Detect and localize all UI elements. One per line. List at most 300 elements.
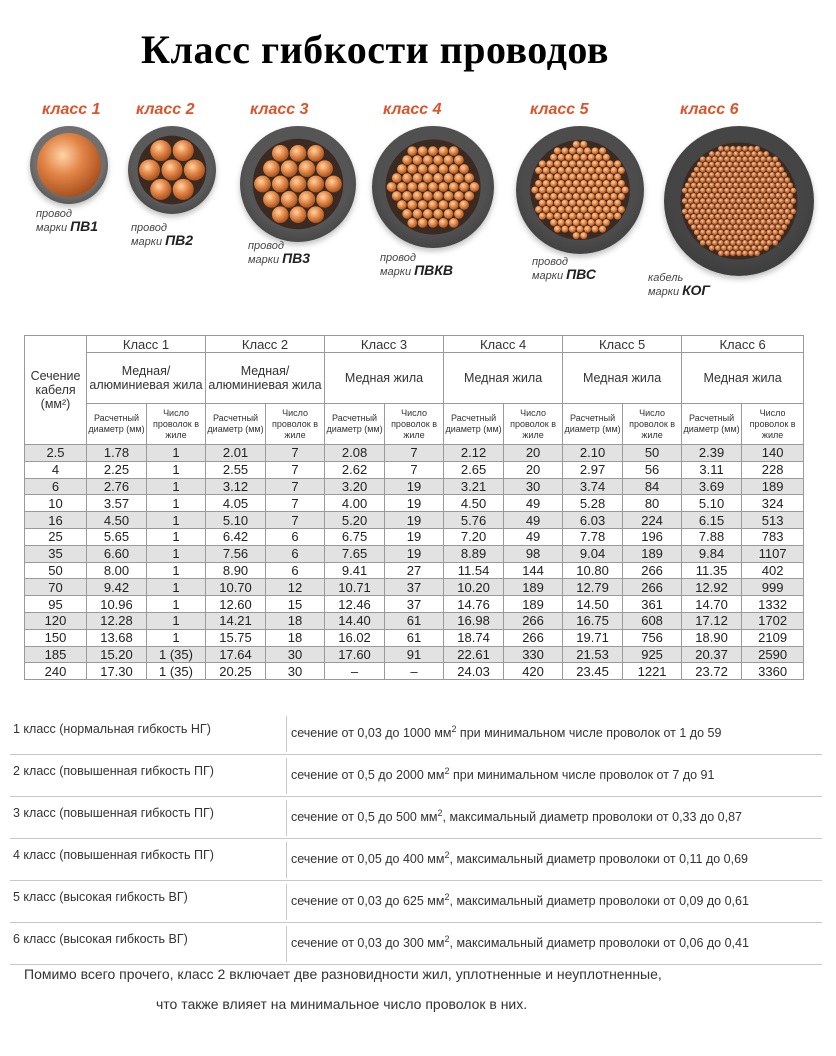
strand (603, 219, 610, 226)
value-cell: 5.28 (563, 495, 623, 512)
caption-line-1: провод (380, 252, 416, 264)
strand (709, 224, 715, 230)
strand (428, 218, 438, 228)
strand (763, 172, 769, 178)
strand (730, 146, 736, 152)
class-header: Класс 3 (325, 336, 444, 353)
strand (592, 147, 599, 154)
core-material-header: Медная жила (563, 353, 682, 404)
value-cell: 7.65 (325, 545, 385, 562)
strand (592, 226, 599, 233)
strand (745, 224, 751, 230)
strand (539, 173, 546, 180)
cross-section-cell: 150 (25, 629, 87, 646)
strand (727, 203, 733, 209)
strand (715, 224, 721, 230)
value-cell: 7 (266, 445, 325, 462)
value-cell: – (325, 663, 385, 680)
strand (709, 172, 715, 178)
strand (715, 172, 721, 178)
value-cell: 1221 (623, 663, 682, 680)
strand (573, 193, 580, 200)
value-cell: 19 (385, 528, 444, 545)
strand (263, 160, 280, 177)
caption-line-2: марки (532, 270, 564, 282)
strand (580, 180, 587, 187)
strand (607, 186, 614, 193)
strand (576, 226, 583, 233)
value-cell: 13.68 (87, 629, 147, 646)
cable-class-label: класс 3 (250, 101, 309, 118)
strand (622, 186, 629, 193)
strand (565, 206, 572, 213)
strand (569, 186, 576, 193)
strand (539, 186, 546, 193)
strand (397, 182, 407, 192)
strand (550, 219, 557, 226)
strand (592, 200, 599, 207)
strand (449, 218, 459, 228)
diameter-header: Расчетный диаметр (мм) (325, 404, 385, 445)
value-cell: 1 (147, 495, 206, 512)
value-cell: 6 (266, 562, 325, 579)
strand (730, 156, 736, 162)
table-row (25, 545, 804, 562)
value-cell: 14.40 (325, 612, 385, 629)
strand (565, 193, 572, 200)
cable-class-label: класс 1 (42, 101, 101, 118)
strand (733, 235, 739, 241)
wire-count-header: Число проволок в жиле (623, 404, 682, 445)
strand (573, 219, 580, 226)
strand (736, 146, 742, 152)
strand (775, 172, 781, 178)
strand (569, 200, 576, 207)
strand (772, 219, 778, 225)
strand (580, 232, 587, 239)
strand (760, 188, 766, 194)
column-divider (286, 926, 287, 962)
value-cell: 14.76 (444, 596, 504, 613)
strand (454, 155, 464, 165)
strand (724, 167, 730, 173)
strand (730, 230, 736, 236)
strand (691, 203, 697, 209)
flex-class-spec: сечение от 0,5 до 2000 $мм^2$ при минимальном числе проволок от 7 до 91 (291, 766, 715, 783)
value-cell: 783 (742, 528, 804, 545)
strand (718, 219, 724, 225)
strand (787, 193, 793, 199)
strand (569, 173, 576, 180)
strand (576, 173, 583, 180)
strand (742, 198, 748, 204)
strand (413, 155, 423, 165)
strand (685, 182, 691, 188)
diameter-header: Расчетный диаметр (мм) (206, 404, 266, 445)
value-cell: 1 (147, 545, 206, 562)
strand (272, 206, 289, 223)
strand (703, 193, 709, 199)
strand (727, 235, 733, 241)
description-row (10, 712, 822, 755)
strand (706, 177, 712, 183)
value-cell: 7.88 (682, 528, 742, 545)
strand (290, 145, 307, 162)
value-cell: 4.05 (206, 495, 266, 512)
strand (700, 198, 706, 204)
flex-class-name: 3 класс (повышенная гибкость ПГ) (13, 806, 214, 820)
value-cell: 14.70 (682, 596, 742, 613)
strand (733, 172, 739, 178)
value-cell: 4.00 (325, 495, 385, 512)
value-cell: 189 (504, 596, 563, 613)
value-cell: 8.90 (206, 562, 266, 579)
strand (444, 191, 454, 201)
strand (751, 193, 757, 199)
strand (584, 173, 591, 180)
strand (721, 193, 727, 199)
value-cell: 91 (385, 646, 444, 663)
core-material-header: Медная жила (325, 353, 444, 404)
strand (745, 182, 751, 188)
cable-mark: ПВС (566, 266, 597, 282)
strand (402, 191, 412, 201)
strand (569, 226, 576, 233)
strand (790, 198, 796, 204)
core-material-header: Медная жила (682, 353, 804, 404)
table-row (25, 495, 804, 512)
strand (576, 186, 583, 193)
strand (718, 146, 724, 152)
value-cell: 420 (504, 663, 563, 680)
strand (727, 245, 733, 251)
value-cell: 1 (147, 445, 206, 462)
strand (595, 167, 602, 174)
strand (565, 180, 572, 187)
value-cell: 18.74 (444, 629, 504, 646)
strand (769, 162, 775, 168)
strand (402, 155, 412, 165)
strand (718, 177, 724, 183)
diameter-header: Расчетный диаметр (мм) (87, 404, 147, 445)
strand (724, 188, 730, 194)
strand (721, 151, 727, 157)
core-material-header: Медная/ алюминиевая жила (87, 353, 206, 404)
strand (423, 155, 433, 165)
strand (307, 176, 324, 193)
strand (742, 209, 748, 215)
strand (580, 167, 587, 174)
strand (706, 240, 712, 246)
value-cell: 1107 (742, 545, 804, 562)
column-divider (286, 716, 287, 752)
strand (550, 180, 557, 187)
cross-section-cell: 4 (25, 461, 87, 478)
strand (397, 164, 407, 174)
value-cell: 402 (742, 562, 804, 579)
strand (531, 186, 538, 193)
strand (733, 224, 739, 230)
value-cell: 18.90 (682, 629, 742, 646)
strand (554, 186, 561, 193)
strand (691, 172, 697, 178)
strand (580, 193, 587, 200)
strand (454, 191, 464, 201)
cable-class-label: класс 6 (680, 101, 739, 118)
flex-class-spec: сечение от 0,03 до 625 $мм^2$, максимальный диаметр проволоки от 0,09 до 0,61 (291, 892, 749, 909)
strand (763, 193, 769, 199)
strand (733, 193, 739, 199)
cable-cross-section (664, 126, 814, 276)
strand (697, 182, 703, 188)
cable-mark: ПВКВ (414, 262, 453, 278)
strand (685, 214, 691, 220)
strand (682, 188, 688, 194)
strand (610, 180, 617, 187)
cable-specs-table (24, 335, 804, 680)
strand (316, 191, 333, 208)
strand (706, 198, 712, 204)
strand (584, 147, 591, 154)
strand (558, 193, 565, 200)
cross-section-cell: 95 (25, 596, 87, 613)
strand (561, 173, 568, 180)
strand (745, 245, 751, 251)
strand (772, 177, 778, 183)
strand (599, 160, 606, 167)
value-cell: 9.84 (682, 545, 742, 562)
value-cell: 18 (266, 612, 325, 629)
strand (607, 160, 614, 167)
description-row (10, 754, 822, 797)
value-cell: 2.55 (206, 461, 266, 478)
strand (772, 156, 778, 162)
value-cell: 189 (623, 545, 682, 562)
strand (588, 167, 595, 174)
value-cell: 608 (623, 612, 682, 629)
flex-class-name: 6 класс (высокая гибкость ВГ) (13, 932, 188, 946)
strand (778, 177, 784, 183)
strand (751, 235, 757, 241)
strand (721, 203, 727, 209)
flex-class-name: 2 класс (повышенная гибкость ПГ) (13, 764, 214, 778)
strand (763, 182, 769, 188)
value-cell: 19 (385, 478, 444, 495)
strand (721, 162, 727, 168)
strand (724, 198, 730, 204)
strand (603, 206, 610, 213)
strand (418, 146, 428, 156)
strand (700, 177, 706, 183)
strand (763, 235, 769, 241)
strand (760, 230, 766, 236)
strand (748, 146, 754, 152)
strand (307, 145, 324, 162)
strand (745, 203, 751, 209)
strand (769, 235, 775, 241)
strand (569, 147, 576, 154)
description-row (10, 796, 822, 839)
strand (700, 240, 706, 246)
strand (595, 180, 602, 187)
value-cell: 37 (385, 596, 444, 613)
strand (751, 245, 757, 251)
flex-class-name: 5 класс (высокая гибкость ВГ) (13, 890, 188, 904)
flex-class-spec: сечение от 0,03 до 1000 $мм^2$ при минимальном числе проволок от 1 до 59 (291, 724, 722, 741)
strand (561, 213, 568, 220)
value-cell: 3.12 (206, 478, 266, 495)
strand (438, 146, 448, 156)
strand (607, 173, 614, 180)
strand (769, 172, 775, 178)
strand (754, 240, 760, 246)
footer-line-1: Помимо всего прочего, класс 2 включает две разновидности жил, уплотненные и неуплотненные, (24, 966, 662, 982)
strand (709, 182, 715, 188)
strand (607, 200, 614, 207)
value-cell: 19 (385, 512, 444, 529)
strand (715, 162, 721, 168)
column-divider (286, 758, 287, 794)
strand (757, 224, 763, 230)
strand (733, 214, 739, 220)
wire-count-header: Число проволок в жиле (147, 404, 206, 445)
strand (688, 188, 694, 194)
strand (742, 188, 748, 194)
value-cell: 27 (385, 562, 444, 579)
strand (781, 203, 787, 209)
strand (721, 214, 727, 220)
flex-class-name: 1 класс (нормальная гибкость НГ) (13, 722, 211, 736)
value-cell: 1 (147, 612, 206, 629)
description-row (10, 922, 822, 965)
strand (715, 182, 721, 188)
value-cell: 12.92 (682, 579, 742, 596)
strand (718, 240, 724, 246)
strand (392, 191, 402, 201)
strand (418, 200, 428, 210)
value-cell: 17.60 (325, 646, 385, 663)
strand (610, 167, 617, 174)
value-cell: 925 (623, 646, 682, 663)
value-cell: 8.00 (87, 562, 147, 579)
strand (694, 188, 700, 194)
strand (790, 209, 796, 215)
strand (775, 182, 781, 188)
cable-cross-section (30, 126, 108, 204)
strand (718, 198, 724, 204)
strand (272, 176, 289, 193)
value-cell: 1 (147, 512, 206, 529)
strand (706, 230, 712, 236)
strand (727, 151, 733, 157)
strand (724, 146, 730, 152)
table-row (25, 663, 804, 680)
strand (748, 188, 754, 194)
value-cell: 12.28 (87, 612, 147, 629)
value-cell: 22.61 (444, 646, 504, 663)
strand (697, 214, 703, 220)
value-cell: 30 (266, 663, 325, 680)
caption-line-2: марки (36, 222, 68, 234)
value-cell: 15 (266, 596, 325, 613)
cable-cross-section (240, 126, 356, 242)
value-cell: 8.89 (444, 545, 504, 562)
value-cell: 1 (147, 562, 206, 579)
strand (576, 213, 583, 220)
strand (433, 209, 443, 219)
strand (682, 209, 688, 215)
strand (709, 245, 715, 251)
cable-caption (248, 240, 310, 266)
strand (709, 203, 715, 209)
strand (772, 167, 778, 173)
strand (688, 177, 694, 183)
strand (618, 180, 625, 187)
strand (546, 173, 553, 180)
class-header: Класс 1 (87, 336, 206, 353)
strand (691, 193, 697, 199)
strand (715, 214, 721, 220)
value-cell: 10.96 (87, 596, 147, 613)
description-row (10, 880, 822, 923)
strand (709, 151, 715, 157)
strand (550, 193, 557, 200)
strand (718, 156, 724, 162)
strand (757, 235, 763, 241)
cable-cross-section (516, 126, 644, 254)
value-cell: 5.76 (444, 512, 504, 529)
table-row (25, 461, 804, 478)
strand (543, 193, 550, 200)
strand (281, 191, 298, 208)
strand (742, 146, 748, 152)
strand (700, 219, 706, 225)
value-cell: 2590 (742, 646, 804, 663)
strand (736, 240, 742, 246)
class-header: Класс 2 (206, 336, 325, 353)
strand (739, 235, 745, 241)
strand (763, 214, 769, 220)
strand (700, 230, 706, 236)
value-cell: 513 (742, 512, 804, 529)
value-cell: 61 (385, 612, 444, 629)
strand (700, 209, 706, 215)
strand (712, 209, 718, 215)
strand (546, 186, 553, 193)
strand (418, 218, 428, 228)
strand (464, 191, 474, 201)
strand (724, 230, 730, 236)
strand (757, 193, 763, 199)
table-row (25, 612, 804, 629)
strand (757, 172, 763, 178)
strand (413, 191, 423, 201)
value-cell: 7 (266, 512, 325, 529)
value-cell: 2.08 (325, 445, 385, 462)
strand (709, 193, 715, 199)
strand (751, 214, 757, 220)
value-cell: 20.37 (682, 646, 742, 663)
strand (543, 167, 550, 174)
strand (550, 154, 557, 161)
strand (588, 193, 595, 200)
strand (742, 230, 748, 236)
strand (754, 167, 760, 173)
page-title: Класс гибкости проводов (141, 27, 609, 72)
strand (580, 206, 587, 213)
strand (733, 151, 739, 157)
strand (558, 206, 565, 213)
